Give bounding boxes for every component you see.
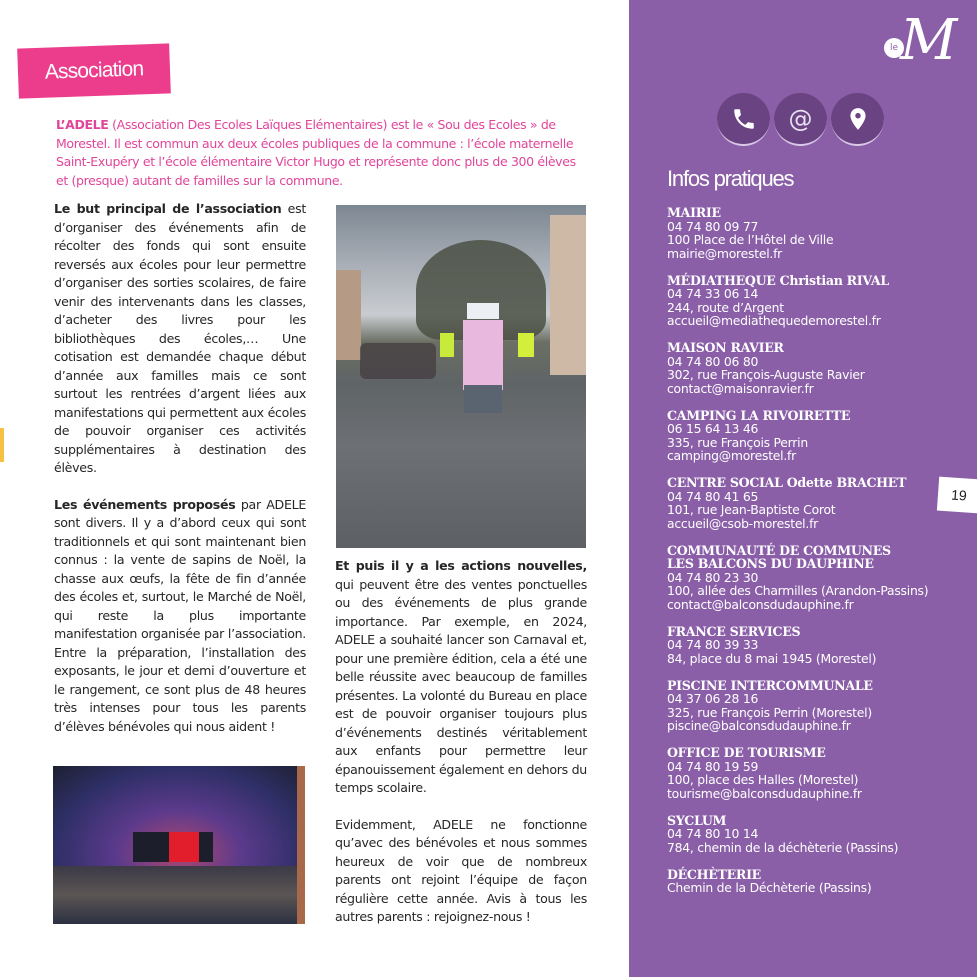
carnival-parade-photo bbox=[336, 205, 586, 548]
section-tag-label: Association bbox=[44, 57, 144, 84]
contact-address: 100, allée des Charmilles (Arandon-Passins) bbox=[667, 583, 929, 598]
sidebar-title: Infos pratiques bbox=[667, 166, 794, 191]
contact-phone: 04 74 33 06 14 bbox=[667, 286, 759, 301]
contact-address: 101, rue Jean-Baptiste Corot bbox=[667, 502, 836, 517]
contact-phone: 04 74 80 10 14 bbox=[667, 826, 759, 841]
photo-stage-red-panel bbox=[169, 832, 199, 862]
contact-name: FRANCE SERVICES bbox=[667, 623, 801, 639]
contact-phone: 04 74 80 23 30 bbox=[667, 569, 759, 585]
intro-text: (Association Des Ecoles Laïques Elémentaires) est le « Sou des Ecoles » de Morestel. Il est commun aux deux écoles publiques de la commune : l’école maternelle Saint-Exupéry et l’école élémentaire Victor Hugo et représente donc plus de 300 élèves et (presque) autant de familles sur la commune. bbox=[56, 117, 576, 188]
contact-address: 100, place des Halles (Morestel) bbox=[667, 772, 859, 787]
contact-entry bbox=[667, 206, 967, 260]
location-pin-icon bbox=[831, 93, 884, 146]
contact-name: CENTRE SOCIAL Odette BRACHET bbox=[667, 475, 907, 490]
contact-entry bbox=[667, 409, 967, 463]
contact-email[interactable]: accueil@mediathequedemorestel.fr bbox=[667, 313, 881, 328]
photo-person-vest bbox=[440, 333, 454, 357]
contact-phone: 06 15 64 13 46 bbox=[667, 421, 759, 436]
contact-name: MAIRIE bbox=[667, 205, 721, 220]
photo-robot-costume bbox=[463, 320, 503, 390]
magazine-logo bbox=[884, 8, 964, 76]
contact-entry bbox=[667, 868, 967, 895]
contact-email[interactable]: tourisme@balconsdudauphine.fr bbox=[667, 785, 862, 801]
page-number: 19 bbox=[937, 477, 977, 514]
contact-address: 302, rue François-Auguste Ravier bbox=[667, 367, 865, 382]
contact-address: 244, route d’Argent bbox=[667, 299, 784, 315]
school-show-photo bbox=[53, 766, 305, 924]
photo-audience bbox=[53, 866, 305, 924]
contacts-list bbox=[667, 206, 967, 908]
contact-name: PISCINE INTERCOMMUNALE bbox=[667, 677, 873, 693]
contact-phone: 04 74 80 41 65 bbox=[667, 488, 759, 504]
page-edge-mark bbox=[0, 428, 4, 462]
contact-name: CAMPING LA RIVOIRETTE bbox=[667, 407, 851, 423]
contact-email[interactable]: piscine@balconsdudauphine.fr bbox=[667, 718, 851, 733]
contact-address: 325, rue François Perrin (Morestel) bbox=[667, 704, 872, 720]
photo-robot-base bbox=[464, 385, 502, 413]
contact-phone: 04 37 06 28 16 bbox=[667, 691, 759, 706]
contact-name: DÉCHÈTERIE bbox=[667, 866, 761, 882]
photo-building-right bbox=[550, 215, 586, 375]
contact-email[interactable]: accueil@csob-morestel.fr bbox=[667, 515, 819, 531]
contact-email[interactable]: mairie@morestel.fr bbox=[667, 245, 783, 261]
contact-icons bbox=[717, 93, 884, 146]
logo-m: M bbox=[900, 8, 958, 73]
left-p1-lead: Le but principal de l’association bbox=[54, 201, 282, 216]
contact-entry bbox=[667, 476, 967, 530]
contact-entry bbox=[667, 625, 967, 666]
contact-phone: 04 74 80 06 80 bbox=[667, 353, 759, 369]
left-paragraph-1 bbox=[54, 200, 306, 478]
contact-entry bbox=[667, 746, 967, 800]
contact-name: OFFICE DE TOURISME bbox=[667, 745, 826, 760]
contact-address: 100 Place de l’Hôtel de Ville bbox=[667, 232, 834, 247]
right-paragraph-2: Evidemment, ADELE ne fonctionne qu’avec des bénévoles et nous sommes heureux de voir que de nombreux parents ont rejoint l’équipe de façon régulière cette année. Avis à tous les autres parents : rejoignez-nous ! bbox=[335, 816, 587, 924]
left-p1-text: est d’organiser des événements afin de récolter des fonds qui sont ensuite reversés aux écoles pour leur permettre d’organiser des sorties scolaires, de faire venir des intervenants dans les classes, d’acheter des livres pour les bibliothèques des écoles,… Une cotisation est demandée chaque début d’année aux familles mais ce sont surtout les rentrées d’argent liées aux manifestations qui permettent aux écoles de pouvoir organiser ces activités supplémentaires à destination des élèves. bbox=[54, 201, 306, 475]
photo-frame-edge bbox=[297, 766, 305, 924]
contact-entry bbox=[667, 544, 967, 612]
contact-address: 84, place du 8 mai 1945 (Morestel) bbox=[667, 650, 877, 666]
right-paragraph-1 bbox=[335, 557, 587, 798]
left-p2-lead: Les événements proposés bbox=[54, 496, 236, 512]
contact-email[interactable]: contact@maisonravier.fr bbox=[667, 380, 814, 396]
left-p2-text: par ADELE sont divers. Il y a d’abord ceux qui sont traditionnels et qui sont maintenant bien connus : la vente de sapins de Noël, la chasse aux œufs, la fête de fin d’année des écoles et, surtout, le Marché de Noël, qui reste la plus importante manifestation organisée par l’association. Entre la préparation, l’installation des exposants, le jour et demi d’ouverture et le rangement, ce sont plus de 48 heures très intenses pour tous les parents d’élèves bénévoles qui nous aident ! bbox=[54, 496, 306, 734]
contact-phone: 04 74 80 09 77 bbox=[667, 218, 759, 234]
info-sidebar bbox=[629, 0, 977, 977]
logo-le: le bbox=[884, 38, 904, 58]
at-icon: @ bbox=[774, 93, 827, 146]
contact-phone: 04 74 80 39 33 bbox=[667, 637, 759, 652]
contact-name: MÉDIATHEQUE Christian RIVAL bbox=[667, 272, 889, 288]
photo-person-vest bbox=[518, 333, 534, 357]
right-p1-lead: Et puis il y a les actions nouvelles, bbox=[335, 558, 587, 573]
photo-robot-head bbox=[467, 303, 499, 319]
contact-name: COMMUNAUTÉ DE COMMUNES bbox=[667, 542, 891, 558]
contact-email[interactable]: camping@morestel.fr bbox=[667, 448, 797, 463]
photo-crowd bbox=[360, 343, 436, 379]
intro-paragraph bbox=[56, 116, 588, 190]
contact-entry bbox=[667, 814, 967, 855]
right-column bbox=[335, 557, 587, 945]
contact-name: MAISON RAVIER bbox=[667, 340, 784, 355]
left-paragraph-2 bbox=[54, 496, 306, 737]
contact-phone: 04 74 80 19 59 bbox=[667, 758, 759, 774]
contact-address: Chemin de la Déchèterie (Passins) bbox=[667, 880, 872, 895]
phone-icon bbox=[717, 93, 770, 146]
contact-address: 335, rue François Perrin bbox=[667, 434, 808, 450]
contact-entry bbox=[667, 274, 967, 328]
intro-lead: L’ADELE bbox=[56, 117, 109, 132]
photo-building-left bbox=[336, 270, 361, 360]
contact-address: 784, chemin de la déchèterie (Passins) bbox=[667, 839, 899, 855]
contact-email[interactable]: contact@balconsdudauphine.fr bbox=[667, 596, 854, 612]
right-p1-text: qui peuvent être des ventes ponctuelles ou des événements de plus grande importance. Par exemple, en 2024, ADELE a souhaité lancer son Carnaval et, pour une première édition, cela a été une belle réussite avec beaucoup de familles présentes. La volonté du Bureau en place est de pouvoir organiser toujours plus d’événements destinés véritablement aux enfants pour permettre leur épanouissement également en dehors du temps scolaire. bbox=[335, 576, 587, 795]
left-column bbox=[54, 200, 306, 754]
contact-name: SYCLUM bbox=[667, 812, 727, 828]
contact-entry bbox=[667, 679, 967, 733]
section-tag bbox=[17, 43, 171, 98]
contact-entry bbox=[667, 341, 967, 395]
contact-name-line2: LES BALCONS DU DAUPHINE bbox=[667, 556, 874, 571]
